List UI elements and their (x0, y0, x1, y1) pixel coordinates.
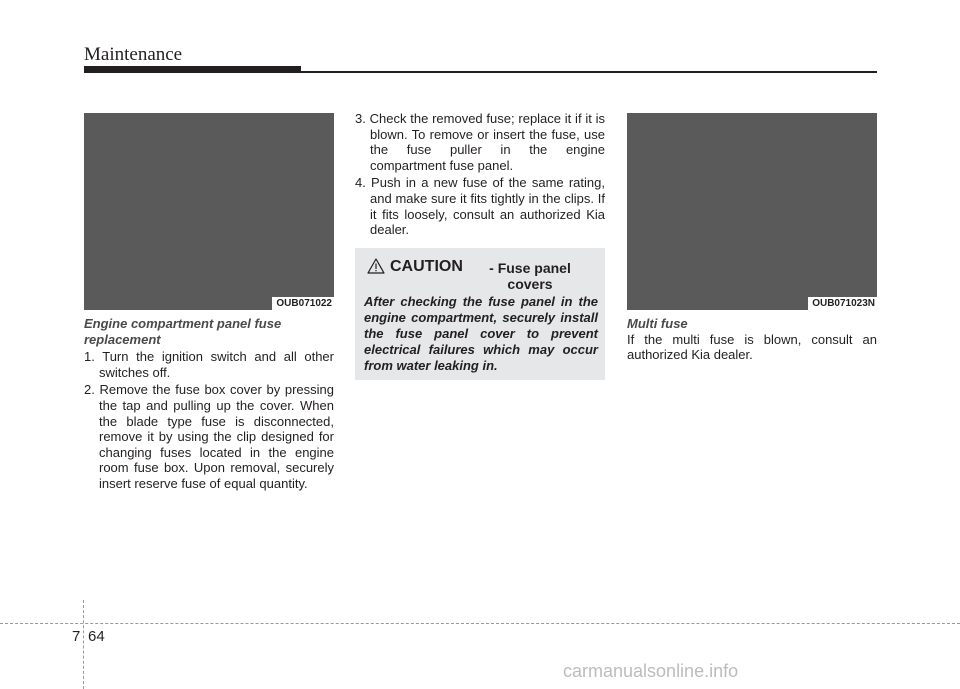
chapter-number: 7 (72, 628, 81, 645)
caution-text: After checking the fuse panel in the engine compartment, securely install the fuse panel cover to prevent electrical failures which may occur from water leaking in. (364, 294, 598, 373)
footer-divider (83, 600, 84, 689)
step-2: 2. Remove the fuse box cover by pressing the tap and pulling up the cover. When the blade type fuse is disconnected, remove it by using the clip designed for changing fuses located in the engine room fuse box. Upon removal, securely insert reserve fuse of equal quantity. (84, 382, 334, 491)
photo-code-label: OUB071023N (808, 297, 877, 310)
left-column (84, 316, 334, 494)
section-title: Maintenance (84, 44, 183, 65)
caution-title: CAUTION (390, 258, 463, 275)
step-4: 4. Push in a new fuse of the same rating, and make sure it fits tightly in the clips. If it fits loosely, consult an authorized Kia dealer. (355, 175, 605, 238)
footer-rule (0, 623, 960, 624)
multi-fuse-subheading: Multi fuse (627, 316, 688, 331)
multi-fuse-photo (627, 113, 877, 310)
subheading-line-1: Engine compartment panel fuse (84, 316, 282, 331)
warning-triangle-icon (367, 258, 385, 274)
caution-subtitle: - Fuse panel covers (489, 260, 571, 292)
page-number: 64 (88, 628, 105, 645)
step-1: 1. Turn the ignition switch and all other switches off. (84, 349, 334, 380)
multi-fuse-text: If the multi fuse is blown, consult an authorized Kia dealer. (627, 331, 877, 363)
middle-column (355, 111, 605, 240)
caution-box (355, 248, 605, 380)
header-rule-thick (84, 66, 301, 73)
header-rule-thin (301, 71, 877, 73)
right-column (627, 316, 877, 363)
engine-fuse-photo (84, 113, 334, 310)
photo-code-label: OUB071022 (272, 297, 334, 310)
step-3: 3. Check the removed fuse; replace it if it is blown. To remove or insert the fuse, use the fuse puller in the engine compartment fuse panel. (355, 111, 605, 173)
subheading-line-2: replacement (84, 331, 161, 347)
watermark-text: carmanualsonline.info (563, 661, 739, 681)
engine-fuse-subheading (84, 316, 334, 347)
